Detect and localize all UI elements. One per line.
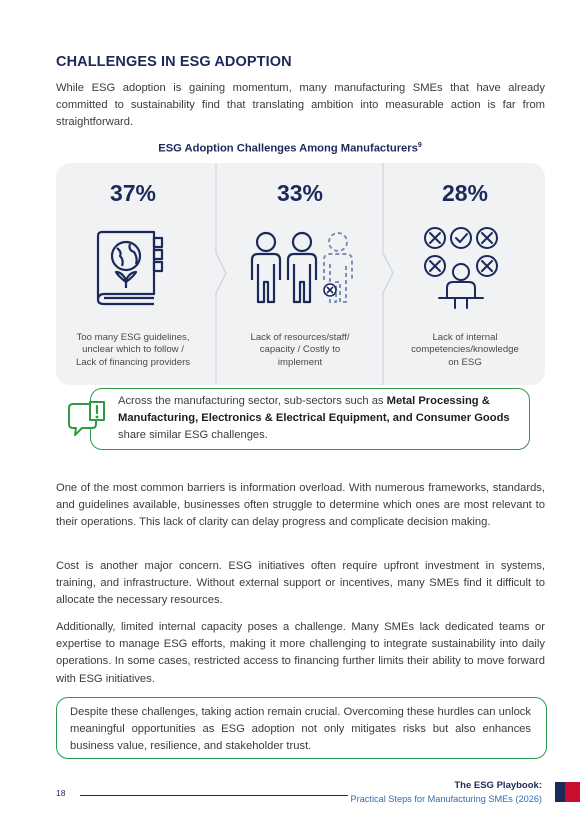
stat-caption-2 [225, 332, 375, 369]
caption-line: Lack of internal [432, 332, 498, 343]
people-shortage-icon [246, 230, 358, 306]
book-globe-icon [92, 228, 172, 308]
footer-subtitle: Practical Steps for Manufacturing SMEs (2026) [350, 794, 542, 804]
page-number: 18 [56, 788, 66, 798]
callout-text-bold: Metal Processing & Manufacturing, Electronics & Electrical Equipment, and Consumer Goods [118, 395, 510, 424]
caption-line: implement [277, 356, 323, 368]
chart-footnote: 9 [417, 142, 422, 149]
chart-title [0, 142, 580, 155]
stat-value-1: 37% [109, 180, 157, 206]
page-heading: CHALLENGES IN ESG ADOPTION [56, 54, 292, 70]
caption-line: on ESG [448, 356, 482, 368]
stat-caption-1 [58, 332, 208, 369]
summary-text: Despite these challenges, taking action remain crucial. Overcoming these hurdles can unlock meaningful opportunities as ESG adoption not only mitigates risks but also enhances business value, resilience, and stakeholder trust. [70, 706, 531, 752]
paragraph-information-overload: One of the most common barriers is information overload. With numerous frameworks, standards, and guidelines available, businesses often struggle to determine which ones are most relevant to their operations. This lack of clarity can delay progress and complicate decision making. [56, 482, 545, 529]
callout-text [118, 393, 523, 444]
intro-paragraph: While ESG adoption is gaining momentum, many manufacturing SMEs that have already committed to sustainability find that translating ambition into measurable action is far from straightforward. [56, 82, 545, 129]
footer-rule [80, 795, 348, 796]
caption-line: Too many ESG guidelines, [76, 332, 190, 343]
person-choices-icon [421, 226, 501, 310]
stat-caption-3 [390, 332, 540, 369]
caption-line: Lack of resources/staff/ [250, 332, 350, 343]
chart-title-text: ESG Adoption Challenges Among Manufacturers [158, 142, 418, 155]
caption-line: capacity / Costly to [259, 344, 341, 356]
caption-line: competencies/knowledge [411, 344, 519, 356]
footer-title: The ESG Playbook: [454, 780, 542, 791]
paragraph-cost: Cost is another major concern. ESG initiatives often require upfront investment in systems, training, and infrastructure. Without external support or incentives, many SMEs find it difficult to allocate the necessary resources. [56, 560, 545, 607]
callout-text-pre: Across the manufacturing sector, sub-sectors such as [118, 395, 387, 407]
callout-text-post: share similar ESG challenges. [118, 429, 268, 441]
caption-line: unclear which to follow / [82, 344, 184, 356]
footer-color-block-navy [555, 782, 565, 802]
stat-value-2: 33% [276, 180, 324, 206]
chat-alert-icon [66, 398, 108, 438]
caption-line: Lack of financing providers [75, 356, 191, 368]
paragraph-capacity: Additionally, limited internal capacity poses a challenge. Many SMEs lack dedicated teams or expertise to manage ESG efforts, making it more challenging to integrate sustainability into daily operations. In some cases, restricted access to financing further limits their ability to move forward with ESG initiatives. [56, 621, 545, 685]
stat-value-3: 28% [441, 180, 489, 206]
